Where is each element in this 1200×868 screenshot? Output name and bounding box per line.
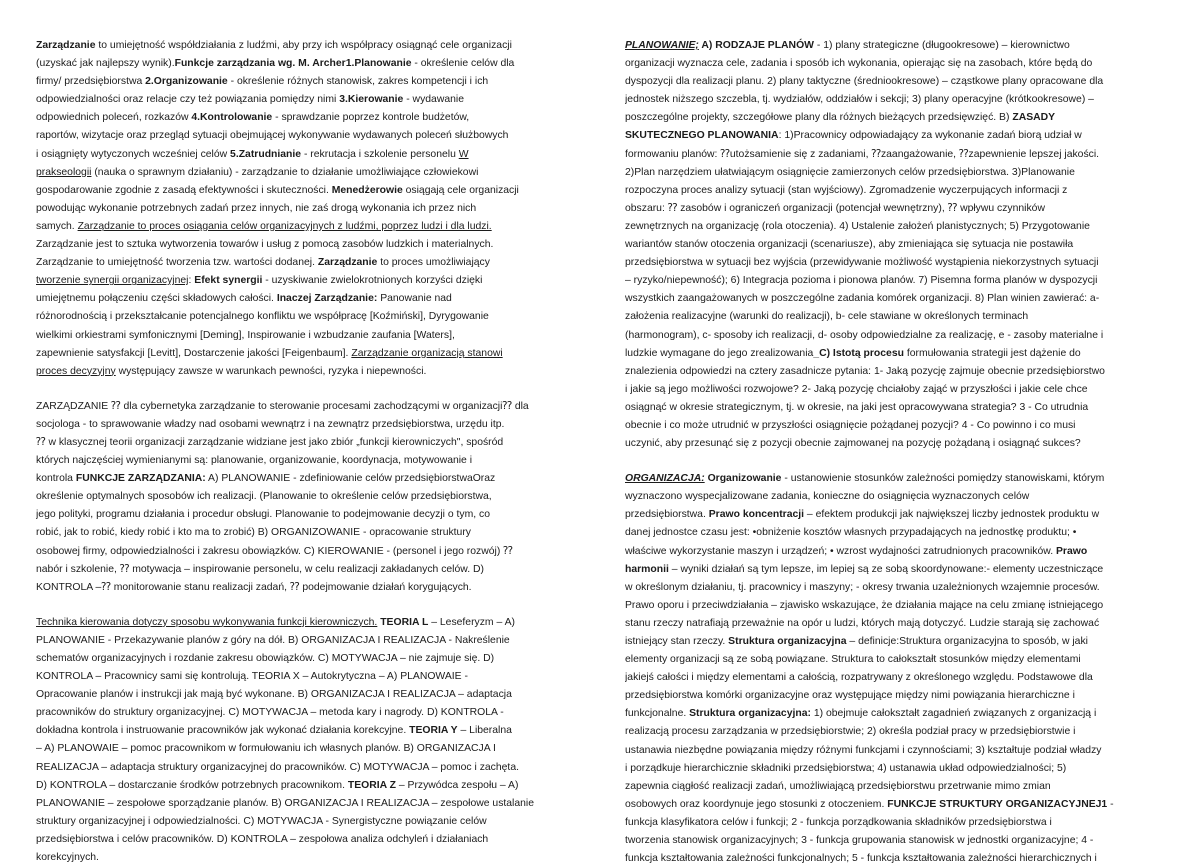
- text-line: [36, 327, 588, 345]
- text-run: prakseologii: [36, 166, 92, 178]
- text-line: [36, 579, 588, 597]
- text-run: jego polityki, programu działania i procedur obsługi. Planowanie to podejmowanie decyzji o tym, co: [36, 509, 490, 521]
- text-run: tworzenie synergii organizacyjnej: [36, 275, 189, 287]
- text-line: [625, 543, 1177, 561]
- text-run: wyznaczono wyspecjalizowane zadania, konieczne do osiągnięcia wyznaczonych celów: [625, 491, 1030, 503]
- text-run: proces decyzyjny: [36, 365, 116, 377]
- text-run: robić, jak to robić, kiedy robić i kto ma to zrobić) B) ORGANIZOWANIE - opracowanie struktury: [36, 527, 471, 539]
- text-run: – A) PLANOWAIE – pomoc pracownikom w formułowaniu ich własnych planów. B) ORGANIZACJA I: [36, 743, 496, 755]
- text-run: (nauka o sprawnym działaniu) - zarządzanie to działanie umożliwiające człowiekowi: [91, 166, 479, 178]
- bold-text-run: Prawo koncentracji: [708, 509, 805, 521]
- text-line: [625, 723, 1177, 741]
- text-line: [625, 705, 1177, 723]
- text-run: – wyniki działań są tym lepsze, im lepiej są ze sobą skoordynowane:- elementy uczestniczące: [668, 563, 1104, 575]
- text-run: – definicje:Struktura organizacyjna to sposób, w jaki: [846, 636, 1088, 647]
- text-line: [36, 795, 588, 813]
- text-line: [625, 91, 1177, 109]
- bold-text-run: Prawo: [1055, 545, 1088, 557]
- text-run: formułowania strategii jest dążenie do: [903, 347, 1081, 359]
- text-run: - uzyskiwanie zwielokrotnionych korzyści dzięki: [262, 275, 483, 287]
- text-run: - określenie różnych stanowisk, zakres kompetencji i ich: [227, 76, 489, 88]
- text-line: [36, 506, 588, 524]
- text-run: wielkimi orkiestrami symfonicznymi [Deming], Inspirowanie i wzbudzanie zaufania [Waters],: [36, 329, 455, 341]
- text-run: wszystkich zaangażowanych w poszczególne zadania komórek organizacji. 8) Plan winien zawierać: a-: [625, 293, 1100, 305]
- text-run: -: [1107, 798, 1114, 810]
- text-run: różnorodnością i przekształcanie potencjalnego konfliktu we współpracę [Koźmiński], Dyrygowanie: [36, 311, 489, 323]
- right-column: [625, 37, 1177, 868]
- text-line: [36, 740, 588, 758]
- text-line: [625, 55, 1177, 73]
- text-line: [625, 164, 1177, 182]
- text-run: w określonym działaniu, tj. pracownicy i maszyny; - okresy trwania uzależnionych wzajemnie procesów.: [625, 581, 1100, 593]
- text-run: istniejący stan rzeczy.: [625, 636, 729, 647]
- text-line: [36, 91, 588, 109]
- text-run: funkcjonalne.: [625, 708, 690, 720]
- text-line: [36, 722, 588, 740]
- text-line: [36, 668, 588, 686]
- text-run: - rekrutacja i szkolenie personelu: [301, 148, 459, 160]
- text-run: danej jednostce czasu jest: •obniżenie kosztów własnych przypadających na jednostkę produktu; •: [625, 527, 1077, 539]
- text-line: [625, 814, 1177, 832]
- text-run: Zarządzanie to proces osiągania celów organizacyjnych z ludźmi, poprzez ludzi i dla ludzi.: [77, 220, 492, 232]
- text-line: [36, 109, 588, 127]
- text-run: kontrola: [36, 473, 76, 485]
- text-line: [625, 832, 1177, 850]
- text-run: Zarządzanie organizacją stanowi: [351, 347, 503, 359]
- text-run: - wydawanie: [403, 94, 464, 106]
- text-run: funkcja kształtowania zależności funkcjonalnych; 5 - funkcja kształtowania zależności hierarchicznych i: [625, 853, 1097, 865]
- text-run: i jakie są jego możliwości rozwojowe? 2- Jaką pozycję chciałoby zająć w przyszłości i jakie cele chce: [625, 383, 1088, 395]
- text-run: ustanawia niezbędne powiązania między różnymi funkcjami i czynnościami; 3) kształtuje podział władzy: [625, 744, 1102, 756]
- text-run: obecnie i co może utrudnić w przyszłości osiągnięcie pożądanej pozycji? 4 - Co powinno i co musi: [625, 419, 1076, 431]
- bold-text-run: Funkcje zarządzania wg. M. Archer1.Planowanie: [174, 58, 412, 70]
- text-run: funkcja klasyfikatora celów i funkcji; 2 - funkcja porządkowania składników przedsiębiorstwa i: [625, 816, 1052, 828]
- text-line: [625, 506, 1177, 524]
- bold-text-run: Struktura organizacyjna: [728, 636, 847, 647]
- text-line: [625, 488, 1177, 506]
- bold-text-run: harmonii: [625, 563, 669, 575]
- management-functions-paragraph: [36, 398, 588, 597]
- text-line: [36, 686, 588, 704]
- text-line: [36, 236, 588, 254]
- text-run: (uzyskać jak najlepszy wynik).: [36, 58, 175, 70]
- text-line: [36, 849, 588, 867]
- text-run: Panowanie nad: [377, 293, 452, 305]
- text-line: [625, 796, 1177, 814]
- text-line: [625, 524, 1177, 542]
- text-line: [625, 127, 1177, 145]
- text-line: [625, 579, 1177, 597]
- text-line: [36, 308, 588, 326]
- text-line: [625, 254, 1177, 272]
- text-line: [36, 561, 588, 579]
- text-line: [625, 597, 1177, 615]
- text-line: [36, 759, 588, 777]
- text-run: - 1) plany strategiczne (długookresowe) – kierownictwo: [813, 40, 1070, 51]
- text-run: przedsiębiorstwa w sytuacji bez wyjścia (przewidywanie możliwość wystąpienia niekorzystnych sytuacji: [625, 257, 1099, 269]
- text-line: [625, 651, 1177, 669]
- bold-text-run: FUNKCJE ZARZĄDZANIA:: [75, 473, 206, 485]
- bold-text-run: 3.Kierowanie: [339, 94, 404, 106]
- bold-text-run: 5.Zatrudnianie: [230, 148, 302, 160]
- text-line: [625, 561, 1177, 579]
- text-line: [625, 37, 1177, 55]
- bold-text-run: Struktura organizacyjna:: [689, 708, 811, 720]
- text-line: [625, 669, 1177, 687]
- text-run: znalezienia odpowiedzi na cztery zasadnicze pytania: 1- Jaką pozycję zajmuje obecnie przedsiębiorstwo: [625, 365, 1105, 377]
- text-run: jednostek niższego szczebla, tj. wydziałów, oddziałów i sekcji; 3) plany operacyjne (krótkookresowe) –: [625, 94, 1094, 106]
- text-line: [625, 633, 1177, 651]
- text-run: przedsiębiorstwa i celów pracowników. D) KONTROLA – zespołowa analiza odchyleń i działaniach: [36, 833, 489, 845]
- bold-text-run: TEORIA Y: [409, 725, 458, 737]
- text-line: [36, 272, 588, 290]
- text-line: [625, 615, 1177, 633]
- text-line: [36, 813, 588, 831]
- text-line: [625, 345, 1177, 363]
- bold-text-run: PLANOWANIE;: [625, 40, 699, 51]
- text-run: uczynić, aby przesunąć się z pozycji obecnie zajmowanej na pozycję pożądaną i osiągnąć sukces?: [625, 438, 1081, 450]
- text-run: nabór i szkolenie, ⁇ motywacja – inspirowanie personelu, w celu realizacji zakładanych celów. D): [36, 563, 484, 575]
- leadership-theories-paragraph: [36, 614, 588, 867]
- text-line: [36, 650, 588, 668]
- text-line: [625, 778, 1177, 796]
- text-run: wariantów stanów otoczenia organizacji (scenariusze), aby zmieniająca się sytuacja nie postawiła: [625, 239, 1074, 251]
- text-run: dyspozycji dla realizacji planu. 2) plany taktyczne (średniookresowe) – cząstkowe plany opracowane dla: [625, 76, 1104, 88]
- text-line: [625, 290, 1177, 308]
- text-run: osobowej firmy, odpowiedzialności i zakresu obowiązków. C) KIEROWANIE - (personel i jego rozwój) ⁇: [36, 545, 513, 557]
- text-line: [625, 109, 1177, 127]
- text-run: których najczęściej wymienianymi są: planowanie, organizowanie, koordynacja, motywowanie i: [36, 455, 473, 467]
- text-line: [36, 416, 588, 434]
- text-line: [625, 381, 1177, 399]
- text-line: [36, 73, 588, 91]
- text-run: ZARZĄDZANIE ⁇ dla cybernetyka zarządzanie to sterowanie procesami zachodzącymi w organizacji⁇ dla: [36, 400, 529, 412]
- organization-paragraph: [625, 470, 1177, 868]
- text-line: [36, 218, 588, 236]
- bold-text-run: Zarządzanie: [36, 40, 96, 51]
- text-line: [36, 452, 588, 470]
- text-run: elementy organizacji są ze sobą powiązane. Struktura to całokształt stosunków między elementami: [625, 654, 1081, 666]
- text-run: – Liberalna: [457, 725, 512, 737]
- bold-text-run: Menedżerowie: [331, 184, 403, 196]
- text-line: [625, 146, 1177, 164]
- text-run: formowaniu planów: ⁇utożsamienie się z zadaniami, ⁇zaangażowanie, ⁇zapewnienie lepszej jakości.: [625, 148, 1100, 160]
- text-line: [36, 614, 588, 632]
- text-run: i porządkuje hierarchicznie składniki przedsiębiorstwa; 4) ustanawia układ odpowiedzialności; 5): [625, 762, 1067, 774]
- text-run: - ustanowienie stosunków zależności pomiędzy stanowiskami, którym: [781, 473, 1105, 485]
- text-line: [36, 290, 588, 308]
- text-run: osiągnąć w okresie strategicznym, tj. w okresie, na jaki jest opracowywana strategia? 3 - Co utrudnia: [625, 401, 1089, 413]
- text-line: [36, 470, 588, 488]
- text-run: to umiejętność współdziałania z ludźmi, aby przy ich współpracy osiągnąć cele organizacji: [95, 40, 512, 51]
- text-run: zapewnienie satysfakcji [Levitt], Dostarczenie jakości [Feigenbaum].: [36, 347, 352, 359]
- text-run: właściwe wykorzystanie maszyn i urządzeń; • wzrost wydajności zatrudnionych pracowników.: [625, 545, 1056, 557]
- text-line: [625, 236, 1177, 254]
- text-run: KONTROLA –⁇ monitorowanie stanu realizacji zadań, ⁇ podejmowanie działań korygujących.: [36, 581, 472, 593]
- text-line: [625, 272, 1177, 290]
- text-run: stanu rzeczy natrafiają przeważnie na opór u ludzi, których mają dotyczyć. Ludzie starają się zachować: [625, 617, 1100, 629]
- bold-text-run: ORGANIZACJA:: [625, 473, 705, 485]
- text-line: [625, 73, 1177, 91]
- text-run: struktury organizacyjnej i odpowiedzialności. C) MOTYWACJA - Synergistyczne powiązanie celów: [36, 815, 487, 827]
- text-run: zewnętrznych na organizację (rola otoczenia). 4) Ustalenie założeń planistycznych; 5) Przygotowanie: [625, 220, 1090, 232]
- text-run: tworzenia stanowisk organizacyjnych; 3 - funkcja grupowania stanowisk w jednostki organizacyjne; 4 -: [625, 835, 1094, 847]
- text-run: 2)Plan narzędziem ułatwiającym osiągnięcie zamierzonych celów przedsiębiorstwa. 3)Planowanie: [625, 166, 1075, 178]
- text-run: D) KONTROLA – dostarczanie środków potrzebnych pracownikom.: [36, 779, 348, 791]
- text-run: gospodarowanie zgodnie z zasadą efektywności i skuteczności.: [36, 184, 332, 196]
- text-run: Prawo oporu i przeciwdziałania – zjawisko wskazujące, że działania mające na celu zmianę istniejącego: [625, 599, 1104, 611]
- bold-text-run: _C) Istotą procesu: [813, 347, 904, 359]
- text-run: PLANOWANIE - Przekazywanie planów z góry na dół. B) ORGANIZACJA I REALIZACJA - Nakreślenie: [36, 634, 510, 646]
- text-run: W: [458, 148, 469, 160]
- bold-text-run: Efekt synergii: [194, 275, 263, 287]
- bold-text-run: Zarządzanie: [317, 257, 378, 269]
- text-run: PLANOWANIE – zespołowe sporządzanie planów. B) ORGANIZACJA I REALIZACJA – zespołowe ustalanie: [36, 797, 535, 809]
- text-run: zapewnia ciągłość realizacji zadań, umożliwiającą przedsiębiorstwu przetrwanie mimo zmian: [625, 780, 1051, 792]
- text-run: ⁇ w klasycznej teorii organizacji zarządzanie widziane jest jako zbiór „funkcji kierowniczych", spośród: [36, 436, 504, 448]
- text-run: to proces umożliwiający: [377, 257, 490, 269]
- text-line: [625, 417, 1177, 435]
- text-line: [36, 164, 588, 182]
- text-run: określenie optymalnych sposobów ich realizacji. (Planowanie to określenie celów przedsiębiorstwa,: [36, 491, 492, 503]
- text-run: obszaru: ⁇ zasobów i ograniczeń organizacji (potencjał wewnętrzny), ⁇ wpływu czynników: [625, 202, 1045, 214]
- text-line: [625, 218, 1177, 236]
- text-run: założenia realizacyjne (warunki do realizacji), b- cele stawiane w określonych terminach: [625, 311, 1029, 323]
- text-run: A) PLANOWANIE - zdefiniowanie celów przedsiębiorstwaOraz: [205, 473, 496, 485]
- planning-paragraph: [625, 37, 1177, 453]
- text-run: rozpoczyna proces analizy sytuacji (stan wyjściowy). Zgromadzenie wyczerpujących informacji z: [625, 184, 1068, 196]
- text-run: korekcyjnych.: [36, 852, 99, 864]
- text-line: [36, 831, 588, 849]
- text-run: :: [188, 275, 195, 287]
- text-run: organizacji wyznacza cele, zadania i sposób ich wykonania, opierając się na zasobach, które będą do: [625, 58, 1093, 70]
- text-line: [625, 687, 1177, 705]
- text-run: jakiejś całości i między elementami a całością, rozpatrywany z określonego względu. Podstawowe dla: [625, 672, 1093, 684]
- bold-text-run: TEORIA Z: [347, 779, 396, 791]
- text-line: [36, 777, 588, 795]
- text-line: [36, 524, 588, 542]
- text-run: socjologa - to sprawowanie władzy nad osobami wewnątrz i na zewnątrz przedsiębiorstwa, urzędu itp.: [36, 418, 505, 430]
- text-run: realizacją procesu zarządzania w przedsiębiorstwie; 2) określa podział pracy w przedsiębiorstwie i: [625, 726, 1076, 738]
- text-line: [36, 200, 588, 218]
- text-run: umiejętnemu połączeniu części składowych całości.: [36, 293, 277, 305]
- text-run: 1) obejmuje całokształt zagadnień związanych z organizacją i: [810, 708, 1097, 720]
- text-run: – Przywódca zespołu – A): [395, 779, 519, 791]
- text-run: pracowników do struktury organizacyjnej. C) MOTYWACJA – metoda kary i nagrody. D) KONTROLA -: [36, 707, 504, 719]
- bold-text-run: SKUTECZNEGO PLANOWANIA: [625, 130, 779, 142]
- text-line: [36, 254, 588, 272]
- text-line: [36, 398, 588, 416]
- bold-text-run: 4.Kontrolowanie: [191, 112, 273, 124]
- text-line: [625, 399, 1177, 417]
- text-line: [625, 200, 1177, 218]
- text-line: [625, 363, 1177, 381]
- bold-text-run: Organizowanie: [707, 473, 782, 485]
- text-run: występujący zawsze w warunkach pewności, ryzyka i niepewności.: [115, 365, 427, 377]
- text-run: schematów organizacyjnych i rozdanie zakresu obowiązków. C) MOTYWACJA – nie zajmuje się. D): [36, 653, 495, 664]
- text-line: [36, 704, 588, 722]
- bold-text-run: ZASADY: [1012, 112, 1056, 124]
- text-run: i osiągnięty wytyczonych wcześniej celów: [36, 148, 231, 160]
- bold-text-run: Inaczej Zarządzanie:: [276, 293, 378, 305]
- bold-text-run: A) RODZAJE PLANÓW: [698, 40, 814, 51]
- text-line: [36, 488, 588, 506]
- text-line: [36, 345, 588, 363]
- text-run: Zarządzanie to umiejętność tworzenia tzw. wartości dodanej.: [36, 257, 318, 269]
- text-line: [36, 434, 588, 452]
- text-line: [36, 632, 588, 650]
- text-run: dokładna kontrola i instruowanie pracowników jak wykonać działania korekcyjne.: [36, 725, 410, 737]
- text-run: ludzkie wymagane do jego zrealizowania: [625, 347, 814, 359]
- text-line: [36, 182, 588, 200]
- text-line: [36, 146, 588, 164]
- text-line: [625, 435, 1177, 453]
- text-line: [625, 470, 1177, 488]
- text-line: [36, 543, 588, 561]
- text-run: REALIZACJA – adaptacja struktury organizacyjnej do pracowników. C) MOTYWACJA – pomoc i zachęta.: [36, 761, 519, 773]
- text-run: – Leseferyzm – A): [428, 616, 515, 628]
- text-run: KONTROLA – Pracownicy sami się kontrolują. TEORIA X – Autokrytyczna – A) PLANOWAIE -: [36, 671, 468, 683]
- text-run: Opracowanie planów i instrukcji jak mają być wykonane. B) ORGANIZACJA I REALIZACJA – adaptacja: [36, 689, 512, 701]
- text-line: [625, 742, 1177, 760]
- text-line: [625, 182, 1177, 200]
- text-line: [625, 760, 1177, 778]
- text-run: - sprawdzanie poprzez kontrole budżetów,: [272, 112, 470, 124]
- text-run: Zarządzanie jest to sztuka wytworzenia towarów i usług z pomocą zasobów ludzkich i materialnych.: [36, 239, 494, 251]
- text-line: [625, 850, 1177, 868]
- text-run: samych.: [36, 220, 78, 232]
- text-line: [36, 363, 588, 381]
- bold-text-run: 2.Organizowanie: [145, 76, 228, 88]
- text-line: [625, 308, 1177, 326]
- text-line: [625, 327, 1177, 345]
- text-run: przedsiębiorstwa komórki organizacyjne oraz występujące między nimi powiązania hierarchiczne i: [625, 690, 1075, 702]
- left-column: [36, 37, 588, 867]
- text-run: odpowiednich poleceń, rozkazów: [36, 112, 192, 124]
- text-line: [36, 37, 588, 55]
- text-run: osobowych oraz koordynuje jego stosunki z otoczeniem.: [625, 798, 888, 810]
- text-run: raportów, wizytacje oraz przegląd sytuacji obejmującej wykonywanie wydawanych poleceń służbowych: [36, 130, 509, 142]
- bold-text-run: TEORIA L: [377, 616, 429, 628]
- text-run: – ryzyko/niepewność); 6) Integracja pozioma i pionowa planów. 7) Pisemna forma planów w dyspozycji: [625, 275, 1098, 287]
- text-run: (harmonogram), c- sposoby ich realizacji, d- osoby odpowiedzialne za realizację, e - zasoby materialne i: [625, 329, 1104, 341]
- management-definitions-paragraph: [36, 37, 588, 381]
- text-run: powodując wykonanie potrzebnych zadań przez innych, nie zaś drogą wykonania ich przez nich: [36, 202, 477, 214]
- text-run: poszczególne projekty, szczegółowe plany dla różnych bieżących przedsięwzięć. B): [625, 112, 1013, 124]
- text-run: osiągają cele organizacji: [402, 184, 519, 196]
- text-line: [36, 127, 588, 145]
- text-run: Technika kierowania dotyczy sposobu wykonywania funkcji kierowniczych.: [36, 616, 378, 628]
- text-line: [36, 55, 588, 73]
- text-run: – efektem produkcji jak największej liczby jednostek produktu w: [804, 509, 1100, 521]
- text-run: odpowiedzialności oraz relacje czy też powiązania pomiędzy nimi: [36, 94, 340, 106]
- text-run: - określenie celów dla: [411, 58, 515, 70]
- text-run: : 1)Pracownicy odpowiadający za wykonanie zadań biorą udział w: [778, 130, 1082, 142]
- text-run: firmy/ przedsiębiorstwa: [36, 76, 146, 88]
- text-run: przedsiębiorstwa.: [625, 509, 709, 521]
- bold-text-run: FUNKCJE STRUKTURY ORGANIZACYJNEJ1: [887, 798, 1108, 810]
